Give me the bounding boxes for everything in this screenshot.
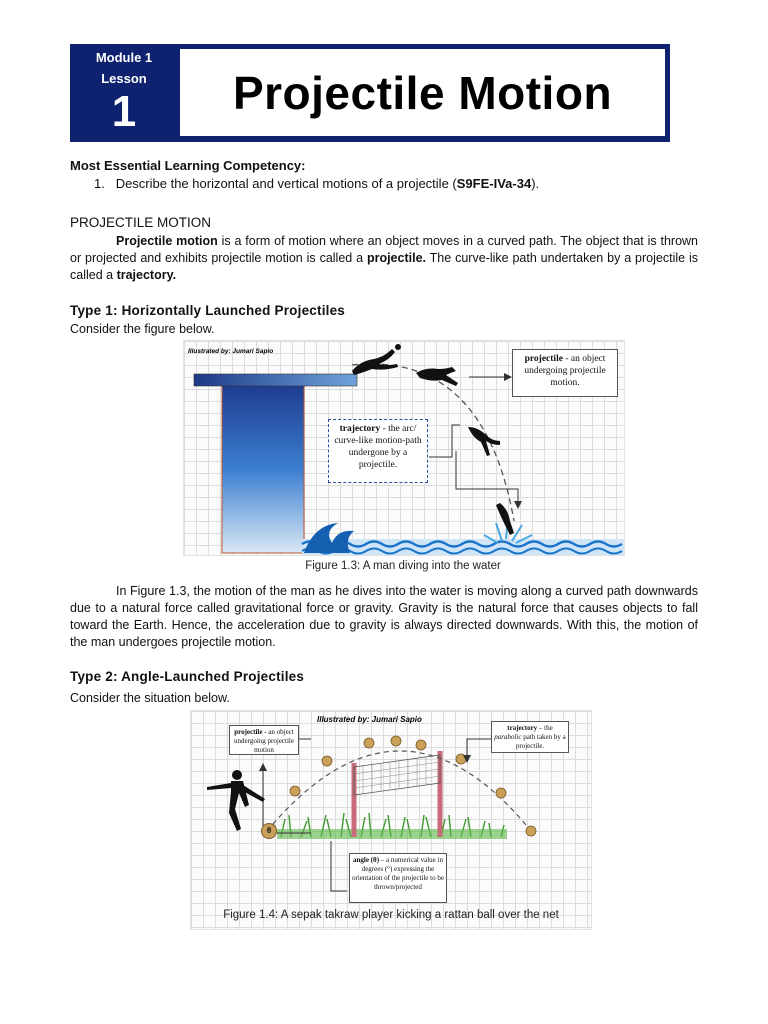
term-projectile-motion: Projectile motion bbox=[116, 234, 218, 248]
definition-text-2: The curve-like path undertaken by a projectile is called a bbox=[70, 251, 698, 282]
projectile-note-2-term: projectile bbox=[234, 728, 263, 736]
figure1-caption: Figure 1.3: A man diving into the water bbox=[305, 560, 501, 572]
projectile-note-2-text: - an object undergoing projectile motion bbox=[234, 728, 294, 754]
competency-heading: Most Essential Learning Competency: bbox=[70, 158, 306, 173]
title-box bbox=[180, 49, 665, 136]
splash-wave bbox=[304, 523, 354, 553]
figure2-caption: Figure 1.4: A sepak takraw player kicking a rattan ball over the net bbox=[223, 909, 559, 921]
trajectory-note-2-italic: parabolic bbox=[494, 733, 522, 741]
angle-note-text: – a numerical value in degrees (°) expressing the orientation of the projectile to be thrown/projected bbox=[352, 856, 444, 891]
projectile-note-2 bbox=[229, 725, 299, 755]
type2-heading: Type 2: Angle-Launched Projectiles bbox=[70, 669, 305, 684]
trajectory-note-2-mid: – the bbox=[537, 724, 553, 732]
term-trajectory: trajectory. bbox=[116, 268, 177, 282]
competency-item-text: Describe the horizontal and vertical motions of a projectile ( bbox=[115, 176, 457, 191]
lesson-number: 1 bbox=[111, 87, 137, 136]
type2-intro: Consider the situation below. bbox=[70, 691, 230, 705]
competency-code: S9FE-IVa-34 bbox=[456, 176, 532, 191]
projectile-note bbox=[512, 349, 618, 397]
figure1-credit: Illustrated by: Jumari Sapio bbox=[188, 348, 274, 355]
lesson-label: Lesson bbox=[101, 71, 147, 86]
lesson-header bbox=[70, 44, 670, 142]
diving-tower bbox=[222, 385, 304, 553]
competency-item bbox=[94, 175, 722, 192]
trajectory-note-2-text: path taken by a projectile. bbox=[515, 733, 566, 750]
trajectory-note bbox=[328, 419, 428, 483]
type1-intro: Consider the figure below. bbox=[70, 322, 215, 336]
diving-board bbox=[194, 374, 357, 386]
trajectory-note-text: - the arc/ curve-like motion-path undergone by a projectile. bbox=[334, 424, 422, 470]
angle-theta-marker: θ bbox=[261, 823, 277, 839]
figure2-credit: Illustrated by: Jumari Sapio bbox=[317, 715, 422, 724]
projectile-note-term: projectile bbox=[524, 354, 563, 364]
player-silhouette bbox=[207, 770, 265, 831]
trajectory-arrow bbox=[429, 425, 460, 457]
type1-heading: Type 1: Horizontally Launched Projectiles bbox=[70, 303, 346, 318]
projectile-note-text: - an object undergoing projectile motion. bbox=[524, 354, 606, 388]
definition-paragraph bbox=[70, 233, 698, 284]
trajectory-note-term: trajectory bbox=[339, 424, 381, 434]
trajectory-note-2 bbox=[491, 721, 569, 753]
angle-note bbox=[349, 853, 447, 903]
module-label: Module 1 bbox=[95, 50, 153, 65]
competency-item-number: 1. bbox=[94, 176, 105, 191]
angle-note-term: angle (θ) bbox=[353, 856, 380, 864]
term-projectile: projectile. bbox=[366, 251, 426, 265]
lesson-badge bbox=[70, 44, 178, 142]
figure-1-3 bbox=[183, 340, 625, 556]
definition-text-1: is a form of motion where an object moves in a curved path. The object that is thrown or projected and exhibits projectile motion is called a bbox=[70, 234, 699, 265]
figure-1-4 bbox=[190, 710, 592, 930]
section-heading: PROJECTILE MOTION bbox=[70, 215, 212, 230]
page-title: Projectile Motion bbox=[232, 66, 613, 119]
competency-item-end: ). bbox=[531, 176, 540, 191]
type1-paragraph: In Figure 1.3, the motion of the man as he dives into the water is moving along a curved path downwards due to a natural force called gravitational force or gravity. Gravity is the natural force that causes objects to fall toward the Earth. Hence, the acceleration due to gravity is always directed downwards. With this, the motion of the man undergoes projectile motion. bbox=[70, 584, 698, 649]
trajectory-note-2-term: trajectory bbox=[507, 724, 538, 732]
